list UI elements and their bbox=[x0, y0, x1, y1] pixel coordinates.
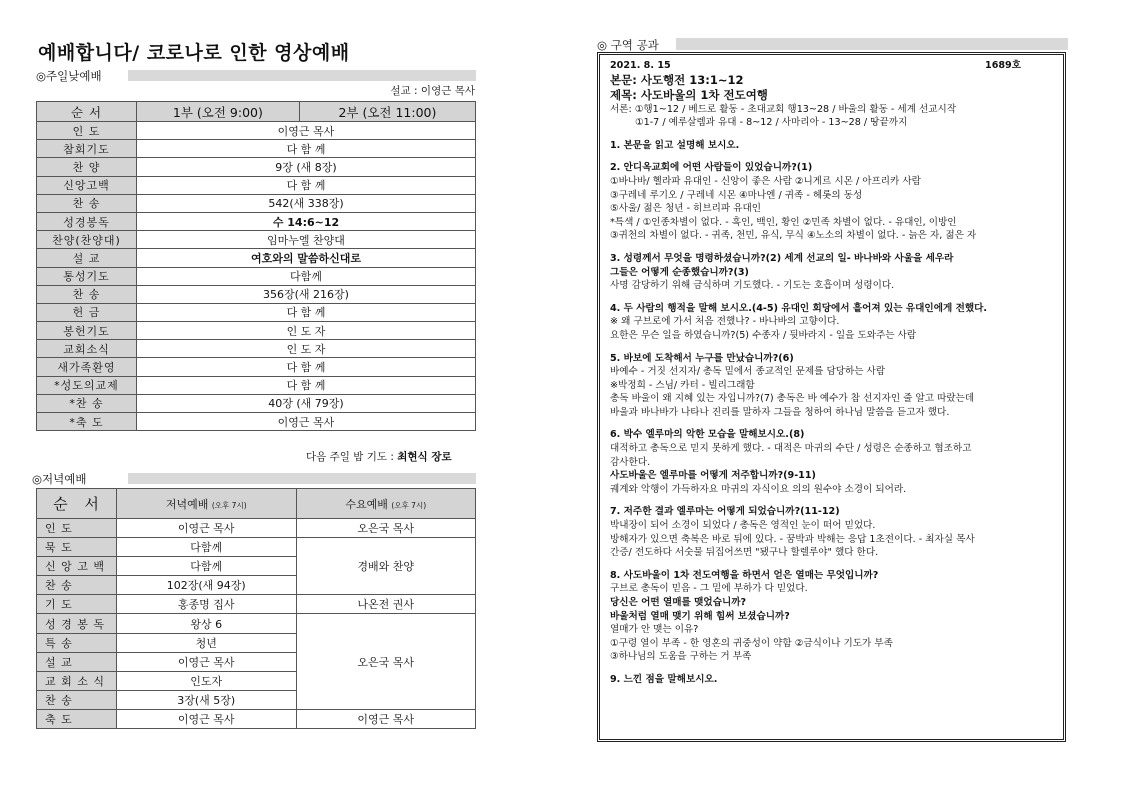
table-row bbox=[37, 376, 476, 394]
table-row bbox=[37, 519, 476, 538]
question-7: 7. 저주한 결과 엘루마는 어떻게 되었습니까?(11-12) bbox=[610, 506, 840, 518]
row-value: 여호와의 말씀하신대로 bbox=[137, 249, 476, 267]
row-label: 새가족환영 bbox=[37, 358, 137, 376]
header-evening-service bbox=[117, 489, 297, 519]
lesson-issue: 1689호 bbox=[985, 60, 1021, 71]
row-value: 다 함 께 bbox=[137, 303, 476, 321]
row-label: 찬 송 bbox=[37, 576, 117, 595]
table-row bbox=[37, 340, 476, 358]
row-value: 356장(새 216장) bbox=[137, 285, 476, 303]
answer-line: ③귀천의 차별이 없다. - 귀족, 천민, 유식, 무식 ④노소의 차별이 없다. - 늙은 자, 젊은 자 bbox=[610, 230, 977, 242]
evening-heading-label: ◎저녁예배 bbox=[32, 472, 87, 486]
header-evening-name: 저녁예배 bbox=[165, 497, 209, 511]
answer-line: ※ 왜 구브로에 가서 처음 전했나? - 바나바의 고향이다. bbox=[610, 316, 840, 328]
next-prayer-label: 다음 주일 밤 기도 : bbox=[306, 451, 394, 463]
answer-line: ③하나님의 도움을 구하는 거 부족 bbox=[610, 651, 752, 663]
sunday-heading-label: ◎주일낮예배 bbox=[36, 69, 102, 83]
row-label: *성도의교제 bbox=[37, 376, 137, 394]
table-row bbox=[37, 231, 476, 249]
row-label: 기 도 bbox=[37, 595, 117, 614]
table-row bbox=[37, 212, 476, 230]
row-label: 성경봉독 bbox=[37, 212, 137, 230]
row-label: 설 교 bbox=[37, 652, 117, 671]
answer-line: 요한은 무슨 일을 하였습니까?(5) 수종자 / 뒷바라지 - 일을 도와주는 사람 bbox=[610, 329, 917, 341]
question-8c: 바울처럼 열매 맺기 위해 힘써 보셨습니까? bbox=[610, 610, 790, 622]
row-evening-value: 다함께 bbox=[117, 557, 297, 576]
row-label: 성 경 봉 독 bbox=[37, 614, 117, 633]
question-6b: 사도바울은 엘루마를 어떻게 저주합니까?(9-11) bbox=[610, 470, 816, 482]
question-2: 2. 안디옥교회에 어떤 사람들이 있었습니까?(1) bbox=[610, 162, 813, 174]
table-row bbox=[37, 394, 476, 412]
row-value: 이영근 목사 bbox=[137, 122, 476, 140]
answer-line: 바울과 바나바가 나타나 진리를 말하자 그들을 청하여 하나님 말씀을 듣고자 했다. bbox=[610, 406, 950, 418]
row-label: 신앙고백 bbox=[37, 176, 137, 194]
header-wednesday-service bbox=[296, 489, 476, 519]
sunday-heading bbox=[36, 68, 102, 84]
answer-line: 간증/ 전도하다 서숫물 뒤집어쓰면 "됐구나 할렐루야" 했다 한다. bbox=[610, 547, 879, 559]
question-5: 5. 바보에 도착해서 누구를 만났습니까?(6) bbox=[610, 352, 794, 364]
row-value: 다 함 께 bbox=[137, 140, 476, 158]
row-value: 9장 (새 8장) bbox=[137, 158, 476, 176]
row-label: 찬 송 bbox=[37, 285, 137, 303]
row-label: *찬 송 bbox=[37, 394, 137, 412]
question-1: 1. 본문을 읽고 설명해 보시오. bbox=[610, 139, 740, 151]
row-value: 이영근 목사 bbox=[137, 413, 476, 431]
row-value: 다 함 께 bbox=[137, 176, 476, 194]
table-row bbox=[37, 358, 476, 376]
evening-order-table bbox=[36, 488, 476, 729]
row-value: 다 함 께 bbox=[137, 358, 476, 376]
row-label: 설 교 bbox=[37, 249, 137, 267]
row-evening-value: 인도자 bbox=[117, 671, 297, 690]
row-evening-value: 이영근 목사 bbox=[117, 709, 297, 728]
row-wednesday-value: 오은국 목사 bbox=[296, 614, 476, 709]
answer-line: 사명 감당하기 위해 금식하며 기도했다. - 기도는 호흡이며 성령이다. bbox=[610, 280, 895, 292]
lesson-heading-bar bbox=[676, 38, 1068, 50]
row-evening-value: 이영근 목사 bbox=[117, 519, 297, 538]
answer-line: *특색 / ①인종차별이 없다. - 흑인, 백인, 황인 ②민족 차별이 없다. - 유대인, 이방인 bbox=[610, 216, 957, 228]
next-prayer-name: 최현식 장로 bbox=[397, 451, 452, 463]
table-header-row bbox=[37, 489, 476, 519]
table-header-row bbox=[37, 102, 476, 122]
header-first-service: 1부 (오전 9:00) bbox=[137, 102, 300, 122]
sunday-order-table bbox=[36, 101, 476, 431]
row-label: 교 회 소 식 bbox=[37, 671, 117, 690]
row-label: 신 앙 고 백 bbox=[37, 557, 117, 576]
row-label: *축 도 bbox=[37, 413, 137, 431]
lesson-intro-1: 서론: ①행1~12 / 베드로 활동 - 초대교회 행13~28 / 바울의 활동 - 세계 선교시작 bbox=[610, 103, 957, 115]
answer-line: ③구레네 루기오 / 구레네 시몬 ④마나엔 / 귀족 - 헤롯의 동성 bbox=[610, 189, 863, 201]
row-label: 찬 양 bbox=[37, 158, 137, 176]
answer-line: 열매가 안 맺는 이유? bbox=[610, 624, 699, 636]
question-4: 4. 두 사람의 행적을 말해 보시오.(4-5) 유대인 회당에서 흩어져 있는 유대인에게 전했다. bbox=[610, 302, 988, 314]
row-label: 봉헌기도 bbox=[37, 322, 137, 340]
row-evening-value: 홍종명 집사 bbox=[117, 595, 297, 614]
lesson-box bbox=[597, 52, 1066, 742]
answer-line: ①구령 열이 부족 - 한 영혼의 귀중성이 약함 ②금식이나 기도가 부족 bbox=[610, 637, 893, 649]
question-8b: 당신은 어떤 열매를 맺었습니까? bbox=[610, 597, 747, 608]
row-label: 찬 송 bbox=[37, 194, 137, 212]
header-evening-time: (오후 7시) bbox=[211, 500, 247, 510]
row-wednesday-value: 이영근 목사 bbox=[296, 709, 476, 728]
answer-line: ①바나바/ 헬라파 유대인 - 신앙이 좋은 사람 ②니게르 시몬 / 아프리카 사람 bbox=[610, 175, 921, 187]
table-row bbox=[37, 413, 476, 431]
table-row bbox=[37, 194, 476, 212]
table-row bbox=[37, 303, 476, 321]
row-label: 통성기도 bbox=[37, 267, 137, 285]
answer-line: ※박정희 - 스님/ 카터 - 빌리그래함 bbox=[610, 379, 755, 391]
row-label: 교회소식 bbox=[37, 340, 137, 358]
row-label: 축 도 bbox=[37, 709, 117, 728]
table-row bbox=[37, 595, 476, 614]
answer-line: 대적하고 총독으로 믿지 못하게 했다. - 대적은 마귀의 수단 / 성령은 순종하고 협조하고 bbox=[610, 443, 972, 455]
page-title: 예배합니다/ 코로나로 인한 영상예배 bbox=[38, 42, 350, 64]
row-evening-value: 이영근 목사 bbox=[117, 652, 297, 671]
row-value: 542(새 338장) bbox=[137, 194, 476, 212]
table-row bbox=[37, 122, 476, 140]
row-evening-value: 3장(새 5장) bbox=[117, 690, 297, 709]
row-label: 인 도 bbox=[37, 122, 137, 140]
row-value: 인 도 자 bbox=[137, 322, 476, 340]
lesson-date: 2021. 8. 15 bbox=[610, 60, 671, 71]
answer-line: 박내장이 되어 소경이 되었다 / 총독은 영적인 눈이 떠어 믿었다. bbox=[610, 520, 876, 532]
row-label: 묵 도 bbox=[37, 538, 117, 557]
row-value: 수 14:6~12 bbox=[137, 212, 476, 230]
lesson-text-ref: 본문: 사도행전 13:1~12 bbox=[610, 72, 744, 87]
row-evening-value: 102장(새 94장) bbox=[117, 576, 297, 595]
header-second-service: 2부 (오전 11:00) bbox=[299, 102, 475, 122]
question-3b: 그들은 어떻게 순종했습니까?(3) bbox=[610, 266, 749, 278]
question-9: 9. 느낀 점을 말해보시오. bbox=[610, 673, 718, 685]
next-prayer bbox=[306, 449, 452, 464]
header-wednesday-time: (오후 7시) bbox=[391, 500, 427, 510]
table-row bbox=[37, 614, 476, 633]
answer-line: 구브로 총독이 믿음 - 그 밑에 부하가 다 믿었다. bbox=[610, 583, 808, 595]
header-wednesday-name: 수요예배 bbox=[345, 497, 388, 511]
question-6: 6. 박수 엘루마의 악한 모습을 말해보시오.(8) bbox=[610, 429, 805, 441]
answer-line: 방해자가 있으면 축복은 바로 뒤에 있다. - 꿈박과 박해는 응답 1초전이다. - 최자실 목사 bbox=[610, 533, 975, 545]
row-value: 인 도 자 bbox=[137, 340, 476, 358]
table-row bbox=[37, 285, 476, 303]
table-row bbox=[37, 158, 476, 176]
row-wednesday-value: 나온전 권사 bbox=[296, 595, 476, 614]
preacher-line: 설교 : 이영근 목사 bbox=[390, 85, 475, 97]
answer-line: ⑤사울/ 젊은 청년 - 히브리파 유대인 bbox=[610, 203, 762, 215]
row-label: 찬양(찬양대) bbox=[37, 231, 137, 249]
answer-line: 감사한다. bbox=[610, 456, 651, 468]
table-row bbox=[37, 140, 476, 158]
question-3: 3. 성령께서 무엇을 명령하셨습니까?(2) 세계 선교의 일- 바나바와 사울을 세우라 bbox=[610, 252, 954, 264]
header-order: 순 서 bbox=[37, 489, 117, 519]
question-8: 8. 사도바울이 1차 전도여행을 하면서 얻은 열매는 무엇입니까? bbox=[610, 569, 879, 581]
row-label: 찬 송 bbox=[37, 690, 117, 709]
answer-line: 총독 바울이 왜 지혜 있는 자입니까?(7) 총독은 바 예수가 참 선지자인 줄 알고 따랐는데 bbox=[610, 393, 975, 405]
table-row bbox=[37, 538, 476, 557]
row-value: 40장 (새 79장) bbox=[137, 394, 476, 412]
table-row bbox=[37, 176, 476, 194]
row-evening-value: 왕상 6 bbox=[117, 614, 297, 633]
lesson-intro-2: ①1-7 / 예루살렘과 유대 - 8~12 / 사마리아 - 13~28 / 땅끝까지 bbox=[635, 117, 908, 129]
row-value: 다 함 께 bbox=[137, 376, 476, 394]
row-label: 헌 금 bbox=[37, 303, 137, 321]
answer-line: 궤계와 악행이 가득하자요 마귀의 자식이요 의의 원수야 소경이 되어라. bbox=[610, 483, 907, 495]
row-wednesday-value: 경배와 찬양 bbox=[296, 538, 476, 595]
row-label: 참회기도 bbox=[37, 140, 137, 158]
row-label: 특 송 bbox=[37, 633, 117, 652]
row-wednesday-value: 오은국 목사 bbox=[296, 519, 476, 538]
lesson-heading: ◎ 구역 공과 bbox=[597, 38, 659, 52]
header-order: 순 서 bbox=[37, 102, 137, 122]
lesson-date-row bbox=[610, 59, 1055, 73]
row-label: 인 도 bbox=[37, 519, 117, 538]
table-row bbox=[37, 267, 476, 285]
table-row bbox=[37, 709, 476, 728]
table-row bbox=[37, 322, 476, 340]
answer-line: 바예수 - 거짓 선지자/ 총독 밑에서 종교적인 문제를 담당하는 사람 bbox=[610, 366, 886, 378]
row-value: 임마누엘 찬양대 bbox=[137, 231, 476, 249]
evening-heading bbox=[32, 471, 86, 487]
row-evening-value: 청년 bbox=[117, 633, 297, 652]
row-evening-value: 다함께 bbox=[117, 538, 297, 557]
row-value: 다함께 bbox=[137, 267, 476, 285]
table-row bbox=[37, 249, 476, 267]
lesson-subject: 제목: 사도바울의 1차 전도여행 bbox=[610, 87, 768, 102]
